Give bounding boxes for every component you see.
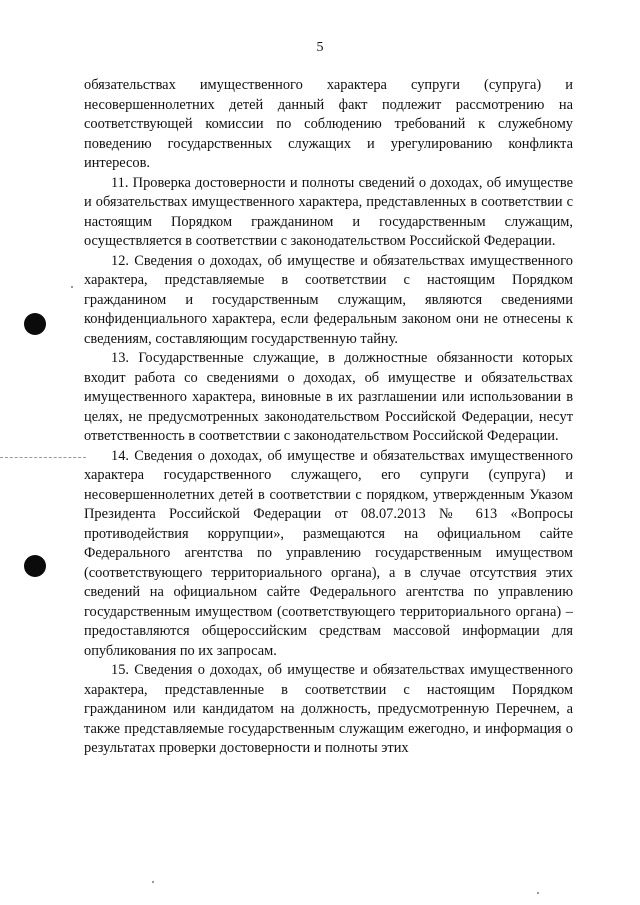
- punch-hole-bottom: [24, 555, 46, 577]
- scan-speck: [152, 881, 154, 883]
- paragraph-continuation: обязательствах имущественного характера супруги (супруга) и несовершеннолетних детей данный факт подлежит рассмотрению на соответствующей комиссии по соблюдению требований к служебному поведению государственных служащих и урегулированию конфликта интересов.: [84, 77, 573, 171]
- document-body: [84, 76, 573, 759]
- paragraph-11: 11. Проверка достоверности и полноты сведений о доходах, об имуществе и обязательствах имущественного характера, представленных в соответствии с настоящим Порядком гражданином и государственным служащим, осуществляется в соответствии с законодательством Российской Федерации.: [84, 174, 573, 249]
- fold-mark: [0, 457, 86, 458]
- paragraph-12: 12. Сведения о доходах, об имуществе и обязательствах имущественного характера, представляемые в соответствии с настоящим Порядком гражданином и государственным служащим, являются сведениями конфиденциального характера, если федеральным законом они не отнесены к сведениям, составляющим государственную тайну.: [84, 252, 573, 347]
- punch-hole-top: [24, 313, 46, 335]
- paragraph-14: 14. Сведения о доходах, об имуществе и обязательствах имущественного характера государственного служащего, его супруги (супруга) и несовершеннолетних детей в соответствии с порядком, утвержденным Указом Президента Российской Федерации от 08.07.2013 № 613 «Вопросы противодействия коррупции», размещаются на официальном сайте Федерального агентства по управлению государственным имуществом (соответствующего территориального органа), а в случае отсутствия этих сведений на официальном сайте Федерального агентства по управлению государственным имуществом (соответствующего территориального органа) – предоставляются общероссийским средствам массовой информации для опубликования по их запросам.: [84, 447, 573, 659]
- scan-speck: [71, 286, 73, 288]
- paragraph-13: 13. Государственные служащие, в должностные обязанности которых входит работа со сведениями о доходах, об имуществе и обязательствах имущественного характера, виновные в их разглашении или использовании в целях, не предусмотренных законодательством Российской Федерации, несут ответственность в соответствии с законодательством Российской Федерации.: [84, 350, 573, 444]
- scan-speck: [537, 892, 539, 894]
- paragraph-15: 15. Сведения о доходах, об имуществе и обязательствах имущественного характера, представленные в соответствии с настоящим Порядком гражданином или кандидатом на должность, предусмотренную Перечнем, а также представляемые государственным служащим ежегодно, и информация о результатах проверки достоверности и полноты этих: [84, 662, 573, 756]
- page-number: 5: [316, 40, 324, 55]
